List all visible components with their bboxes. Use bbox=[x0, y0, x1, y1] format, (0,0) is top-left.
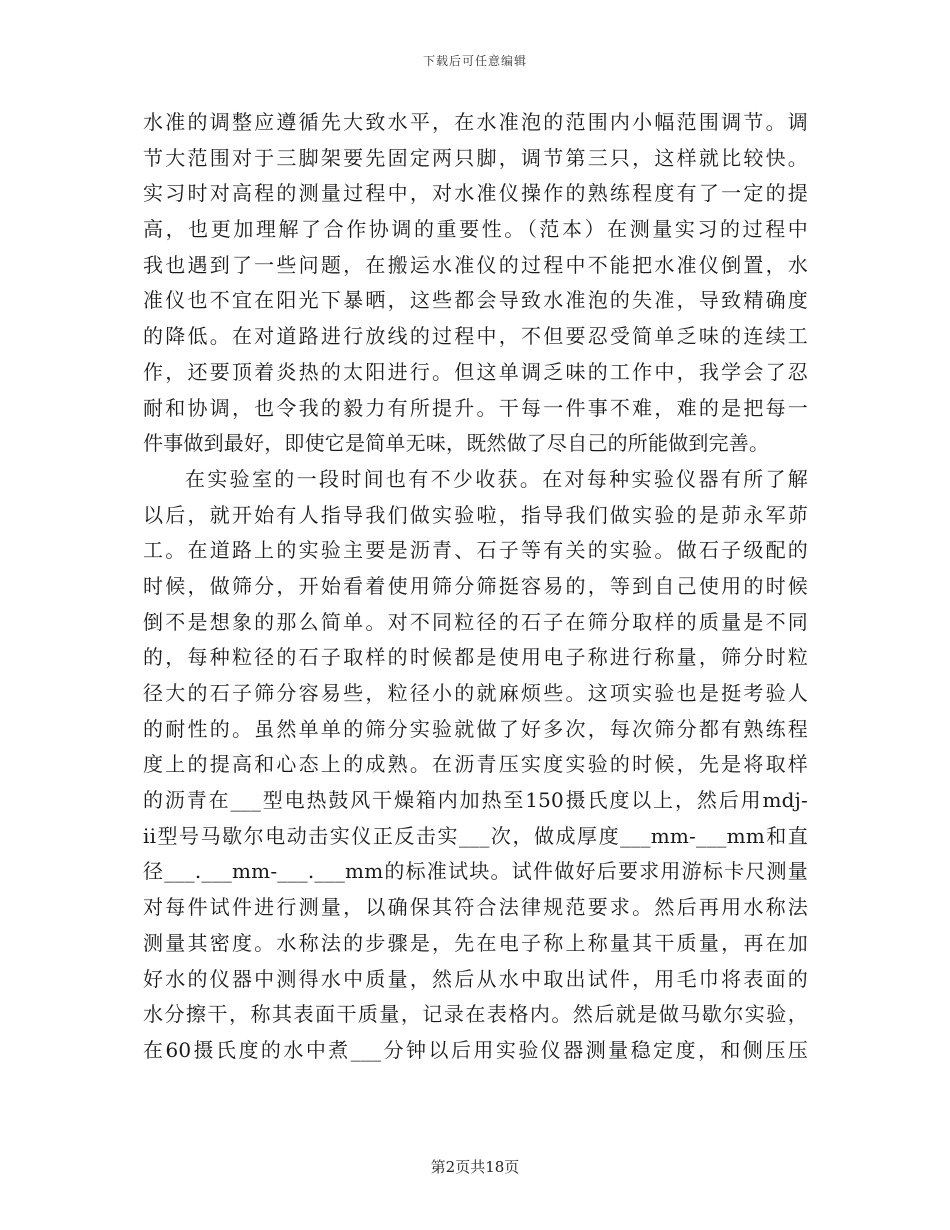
body-line-15: 倒不是想象的那么简单。对不同粒径的石子在筛分取样的质量是不同 bbox=[143, 609, 808, 634]
body-line-24: 测量其密度。水称法的步骤是，先在电子称上称量其干质量，再在加 bbox=[143, 930, 808, 955]
document-body bbox=[143, 105, 808, 1069]
body-line-21: ii型号马歇尔电动击实仪正反击实___次，做成厚度___mm-___mm和直 bbox=[143, 823, 808, 848]
body-line-27: 在60摄氏度的水中煮___分钟以后用实验仪器测量稳定度，和侧压压 bbox=[143, 1037, 808, 1062]
page-footer: 第2页共18页 bbox=[430, 1158, 520, 1176]
body-line-3: 实习时对高程的测量过程中，对水准仪操作的熟练程度有了一定的提 bbox=[143, 181, 808, 206]
body-line-19: 度上的提高和心态上的成熟。在沥青压实度实验的时候，先是将取样 bbox=[143, 752, 808, 777]
body-line-22: 径___.___mm-___.___mm的标准试块。试件做好后要求用游标卡尺测量 bbox=[143, 859, 808, 884]
body-line-13: 工。在道路上的实验主要是沥青、石子等有关的实验。做石子级配的 bbox=[143, 538, 808, 563]
body-line-5: 我也遇到了一些问题，在搬运水准仪的过程中不能把水准仪倒置，水 bbox=[143, 252, 808, 277]
body-line-18: 的耐性的。虽然单单的筛分实验就做了好多次，每次筛分都有熟练程 bbox=[143, 716, 808, 741]
body-line-6: 准仪也不宜在阳光下暴晒，这些都会导致水准泡的失准，导致精确度 bbox=[143, 288, 808, 313]
body-line-2: 节大范围对于三脚架要先固定两只脚，调节第三只，这样就比较快。 bbox=[143, 145, 808, 170]
body-line-12: 以后，就开始有人指导我们做实验啦，指导我们做实验的是茆永军茆 bbox=[143, 502, 808, 527]
body-line-26: 水分擦干，称其表面干质量，记录在表格内。然后就是做马歇尔实验， bbox=[143, 1002, 808, 1027]
body-line-14: 时候，做筛分，开始看着使用筛分筛挺容易的，等到自己使用的时候 bbox=[143, 573, 808, 598]
body-line-7: 的降低。在对道路进行放线的过程中，不但要忍受简单乏味的连续工 bbox=[143, 324, 808, 349]
body-line-8: 作，还要顶着炎热的太阳进行。但这单调乏味的工作中，我学会了忍 bbox=[143, 359, 808, 384]
body-line-20: 的沥青在___型电热鼓风干燥箱内加热至150摄氏度以上，然后用mdj- bbox=[143, 788, 808, 813]
body-line-11: 在实验室的一段时间也有不少收获。在对每种实验仪器有所了解 bbox=[185, 466, 808, 491]
body-line-4: 高，也更加理解了合作协调的重要性。（范本）在测量实习的过程中 bbox=[143, 217, 808, 242]
body-line-17: 径大的石子筛分容易些，粒径小的就麻烦些。这项实验也是挺考验人 bbox=[143, 681, 808, 705]
body-line-9: 耐和协调，也令我的毅力有所提升。干每一件事不难，难的是把每一 bbox=[143, 395, 808, 420]
page-header: 下载后可任意编辑 bbox=[422, 54, 527, 68]
body-line-16: 的，每种粒径的石子取样的时候都是使用电子称进行称量，筛分时粒 bbox=[143, 645, 808, 670]
body-line-23: 对每件试件进行测量，以确保其符合法律规范要求。然后再用水称法 bbox=[143, 895, 808, 920]
body-line-10: 件事做到最好，即使它是简单无味，既然做了尽自己的所能做到完善。 bbox=[143, 431, 770, 456]
body-line-1: 水准的调整应遵循先大致水平，在水准泡的范围内小幅范围调节。调 bbox=[143, 110, 808, 134]
body-line-25: 好水的仪器中测得水中质量，然后从水中取出试件，用毛巾将表面的 bbox=[143, 966, 808, 991]
